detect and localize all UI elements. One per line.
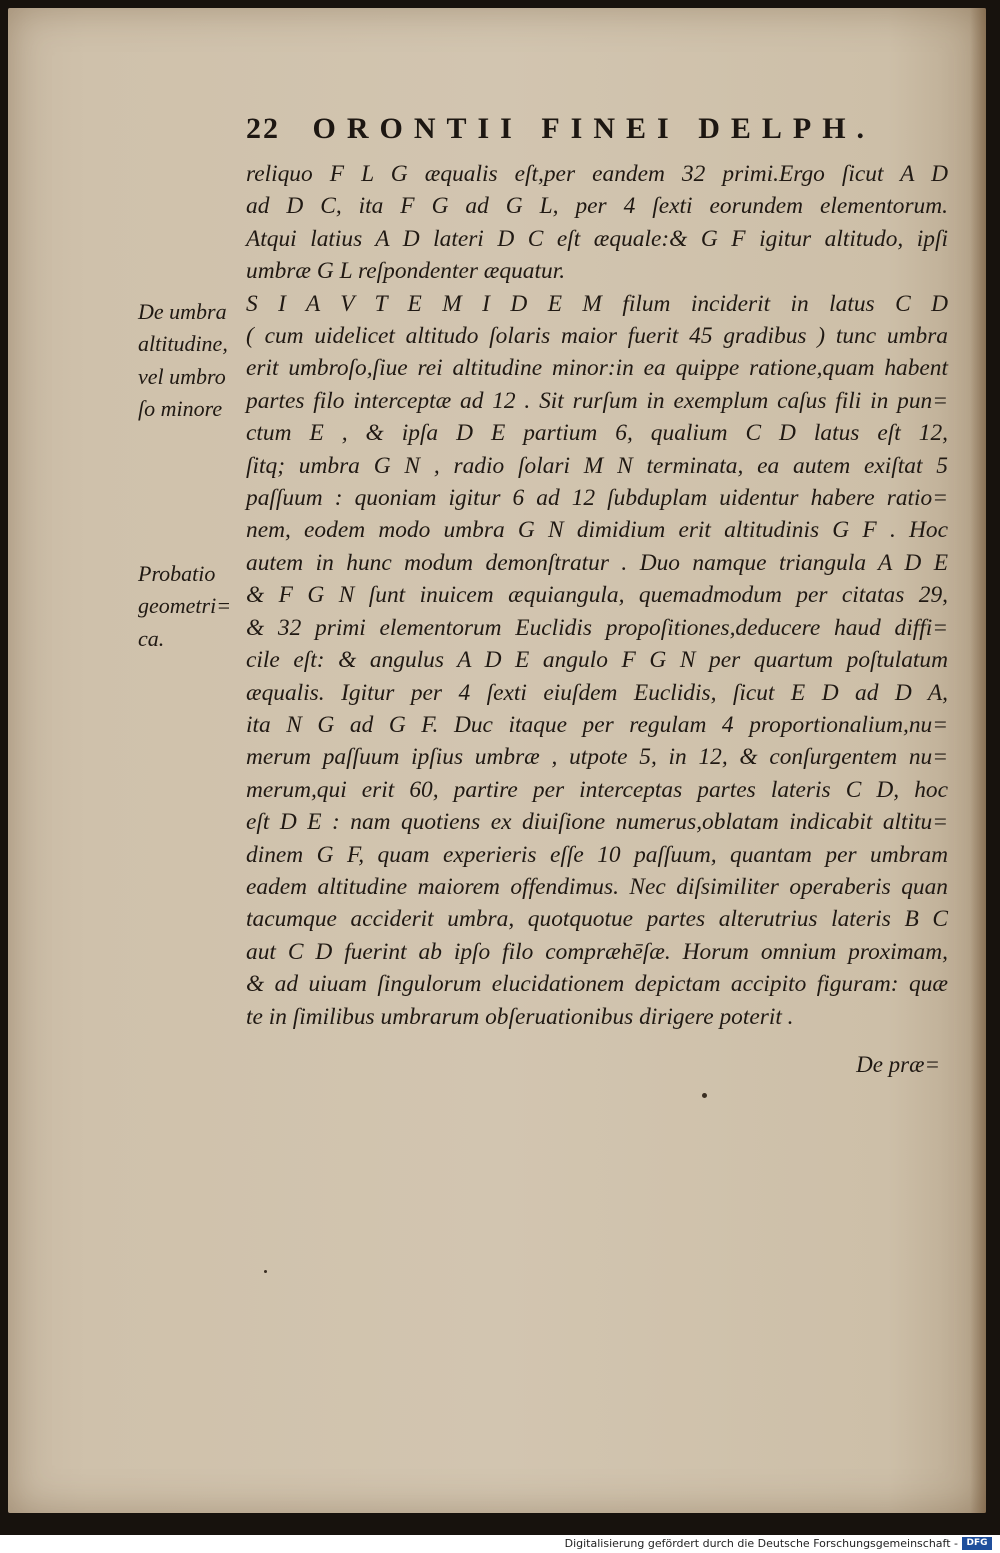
dfg-logo[interactable]: DFG — [962, 1537, 992, 1550]
text-line: S I A V T E M I D E M filum inciderit in latus C D — [246, 290, 948, 317]
margin-note-line: Probatio — [138, 561, 216, 586]
text-line: eſt D E : nam quotiens ex diuiſione numerus,oblatam indicabit altitu= — [246, 809, 948, 836]
text-line: dinem G F, quam experieris eſſe 10 paſſuum, quantam per umbram — [246, 841, 948, 868]
text-line: te in ſimilibus umbrarum obſeruationibus dirigere poterit . — [246, 1003, 794, 1030]
text-line: & ad uiuam ſingulorum elucidationem depictam accipito figuram: quæ — [246, 971, 948, 998]
footer-bar — [0, 1535, 1000, 1553]
margin-note-line: altitudine, — [138, 331, 228, 357]
catchword: De præ= — [856, 1052, 940, 1077]
ink-spot — [264, 1270, 267, 1273]
page-number: 22 — [246, 112, 280, 145]
ink-spot — [702, 1093, 707, 1098]
text-line: ctum E , & ipſa D E partium 6, qualium C D latus eſt 12, — [246, 420, 948, 447]
text-line: erit umbroſo,ſiue rei altitudine minor:in ea quippe ratione,quam habent — [246, 355, 948, 382]
text-line: umbræ G L reſpondenter æquatur. — [246, 258, 566, 285]
margin-note-line: ſo minore — [138, 396, 223, 422]
text-line: & 32 primi elementorum Euclidis propoſitiones,deducere haud diffi= — [246, 614, 948, 641]
margin-note-probatio — [138, 558, 250, 655]
text-line: ita N G ad G F. Duc itaque per regulam 4 proportionalium,nu= — [246, 711, 948, 738]
margin-note-line: ca. — [138, 625, 165, 651]
margin-note-line: vel umbro — [138, 363, 226, 389]
text-line: partes filo interceptæ ad 12 . Sit rurſum in exemplum caſus fili in pun= — [246, 387, 948, 414]
text-line: & F G N ſunt inuicem æquiangula, quemadmodum per citatas 29, — [246, 582, 948, 609]
page-edge-shadow — [970, 8, 986, 1513]
text-line: æqualis. Igitur per 4 ſexti eiuſdem Euclidis, ſicut E D ad D A, — [246, 679, 948, 706]
text-line: cile eſt: & angulus A D E angulo F G N per quartum poſtulatum — [246, 647, 948, 674]
main-text-block — [246, 158, 948, 1033]
text-line: eadem altitudine maiorem offendimus. Nec diſsimiliter operaberis quan — [246, 873, 948, 900]
funding-credit: Digitalisierung gefördert durch die Deutsche Forschungsgemeinschaft - — [564, 1537, 958, 1550]
text-line: Atqui latius A D lateri D C eſt æquale:& G F igitur altitudo, ipſi — [246, 225, 948, 252]
text-line: ad D C, ita F G ad G L, per 4 ſexti eorundem elementorum. — [246, 193, 948, 220]
text-line: merum paſſuum ipſius umbræ , utpote 5, in 12, & conſurgentem nu= — [246, 744, 948, 771]
text-line: autem in hunc modum demonſtratur . Duo namque triangula A D E — [246, 549, 948, 576]
running-title: ORONTII FINEI DELPH. — [312, 112, 876, 145]
text-line: merum,qui erit 60, partire per interceptas partes lateris C D, hoc — [246, 776, 948, 803]
margin-note-line: geometri= — [138, 593, 232, 619]
text-line: aut C D fuerint ab ipſo filo compræhēſæ. Horum omnium proximam, — [246, 938, 948, 965]
text-line: ( cum uidelicet altitudo ſolaris maior fuerit 45 gradibus ) tunc umbra — [246, 323, 948, 350]
margin-note-umbra — [138, 296, 250, 426]
text-line: nem, eodem modo umbra G N dimidium erit altitudinis G F . Hoc — [246, 517, 948, 544]
margin-note-line: De umbra — [138, 299, 227, 324]
running-head — [246, 112, 926, 146]
text-line: paſſuum : quoniam igitur 6 ad 12 ſubduplam uidentur habere ratio= — [246, 485, 948, 512]
text-line: ſitq; umbra G N , radio ſolari M N terminata, ea autem exiſtat 5 — [246, 452, 948, 479]
text-line: reliquo F L G æqualis eſt,per eandem 32 primi.Ergo ſicut A D — [246, 161, 948, 187]
text-line: tacumque acciderit umbra, quotquotue partes alterutrius lateris B C — [246, 906, 948, 933]
